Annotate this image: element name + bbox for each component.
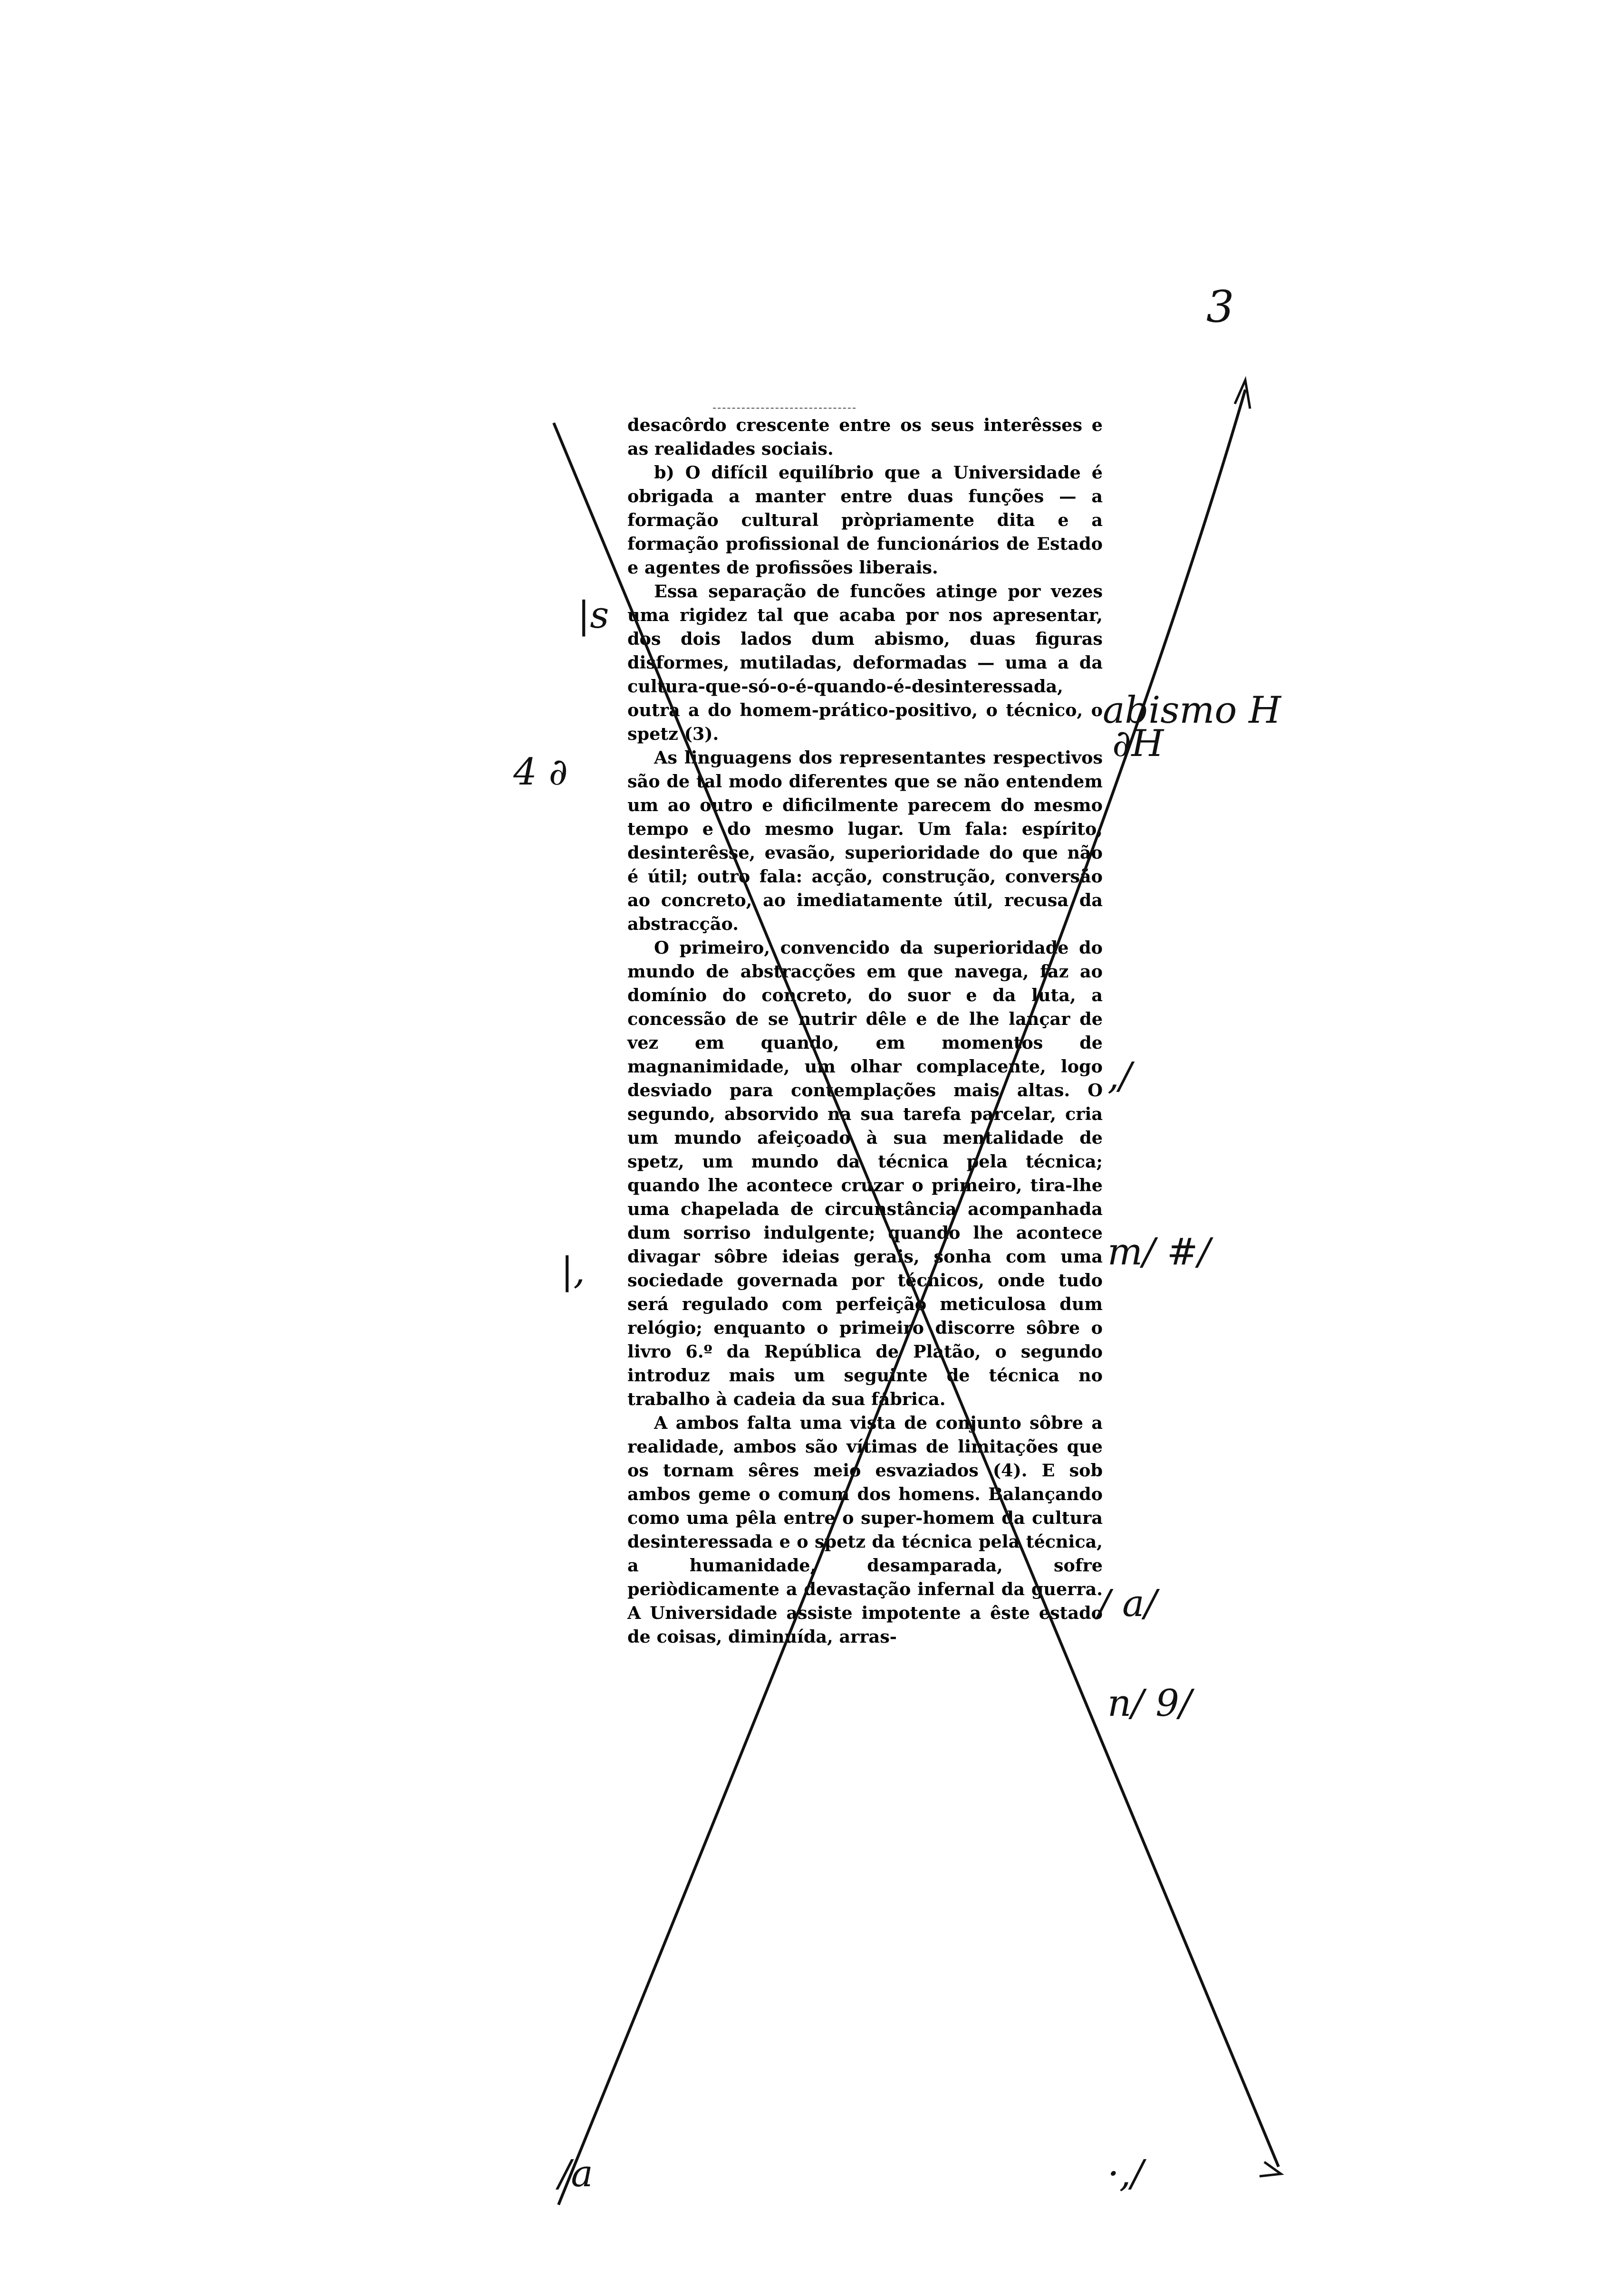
paragraph-5: O primeiro, convencido da superioridade do mundo de abstracções em que navega, faz ao domínio do concreto, do suor e da luta, a concessão de se nutrir dêle e de lhe lançar de vez em quando, em momentos de magnanimidade, um olhar complacente, logo desviado para contemplações mais altas. O segundo, absorvido na sua tarefa parcelar, cria um mundo afeiçoado à sua mentalidade de spetz, um mundo da técnica pela técnica; quando lhe acontece cruzar o primeiro, tira-lhe uma chapelada de circunstância acompanhada dum sorriso indulgente; quando lhe acontece divagar sôbre ideias gerais, sonha com uma sociedade governada por técnicos, onde tudo será regulado com perfeição meticulosa dum relógio; enquanto o primeiro discorre sôbre o livro 6.º da República de Platão, o segundo introduz mais um seguinte de técnica no trabalho à cadeia da sua fábrica.	[627, 938, 1103, 1409]
paragraph-4: As linguagens dos representantes respectivos são de tal modo diferentes que se não entendem um ao outro e dificilmente parecem do mesmo tempo e do mesmo lugar. Um fala: espírito, desinterêsse, evasão, superioridade do que não é útil; outro fala: acção, construção, conversão ao concreto, ao imediatamente útil, recusa da abstracção.	[627, 747, 1103, 934]
paragraph-6: A ambos falta uma vista de conjunto sôbre a realidade, ambos são vítimas de limitações que os tornam sêres meio esvaziados (4). E sob ambos geme o comum dos homens. Balançando como uma pêla entre o super-homem da cultura desinteressada e o spetz da técnica pela técnica, a humanidade, desamparada, sofre periòdicamente a devastação infernal da guerra. A Universidade assiste impotente a êste estado de coisas, diminuída, arras-	[627, 1413, 1103, 1647]
page-number: 3	[1206, 281, 1234, 332]
paragraph-3: Essa separação de funcões atinge por vezes uma rigidez tal que acaba por nos apresentar, dos dois lados dum abismo, duas figuras disformes, mutiladas, deformadas — uma a da cultura-que-só-o-é-quando-é-desinteressada, outra a do homem-prático-positivo, o técnico, o spetz (3).	[627, 581, 1103, 744]
margin-note-4d: 4 ∂	[513, 751, 568, 794]
margin-note-a: / a/	[1098, 1582, 1157, 1625]
paragraph-2: b) O difícil equilíbrio que a Universidade é obrigada a manter entre duas funções — a formação cultural pròpriamente dita e a formação profissional de funcionários de Estado e agentes de profissões liberais.	[627, 462, 1103, 578]
arrow-tip-bottom-right	[1260, 2162, 1281, 2176]
margin-note-n9: n/ 9/	[1107, 1682, 1192, 1725]
margin-note-la: /a	[558, 2152, 593, 2195]
margin-note-comma-2: ·,/	[1107, 2152, 1144, 2195]
arrow-tip-top-right	[1235, 380, 1250, 409]
margin-note-m: m/ #/	[1107, 1231, 1211, 1273]
top-rule	[713, 408, 856, 409]
margin-note-ls: |s	[577, 594, 609, 637]
paragraph-1: desacôrdo crescente entre os seus interêsses e as realidades sociais.	[627, 415, 1103, 459]
margin-note-dh: ∂H	[1112, 722, 1164, 765]
margin-note-comma-1: ,/	[1107, 1055, 1132, 1098]
margin-note-bracket: |,	[561, 1250, 586, 1292]
text-column	[627, 413, 1103, 1649]
margin-note-abismo: abismo H	[1103, 689, 1281, 732]
